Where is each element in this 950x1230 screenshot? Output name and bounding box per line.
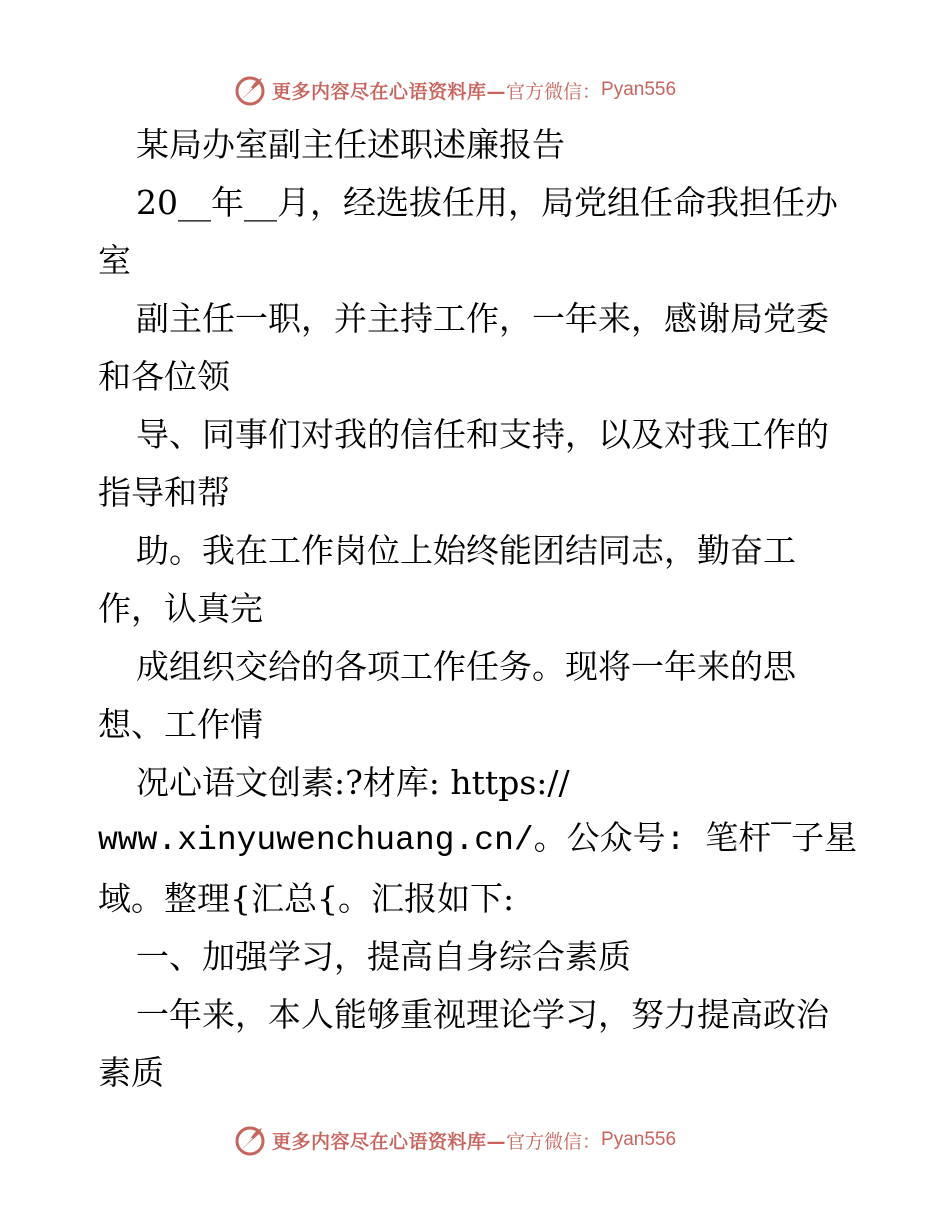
text-line: 某局办室副主任述职述廉报告 [136, 125, 565, 164]
banner-text: 更多内容尽在心语资料库— [272, 1130, 507, 1153]
text-line: 素质 [98, 1053, 164, 1092]
text-line: 20__年__月，经选拔任用，局党组任命我担任办 [136, 183, 838, 222]
text-line: 室 [98, 241, 131, 280]
document-body [98, 116, 858, 1102]
text-line: 成组织交给的各项工作任务。现将一年来的思 [136, 647, 796, 686]
text-line: 指导和帮 [98, 473, 230, 512]
text-line: 一年来，本人能够重视理论学习，努力提高政治 [136, 995, 829, 1034]
section-heading: 一、加强学习，提高自身综合素质 [136, 937, 631, 976]
banner-wechat-label: 官方微信： [506, 80, 602, 103]
pen-nib-circle-logo-icon [232, 1122, 268, 1158]
text-line: 导、同事们对我的信任和支持，以及对我工作的 [136, 415, 829, 454]
banner-wechat-id: Pyan556 [601, 79, 677, 100]
text-line: 和各位领 [98, 357, 230, 396]
banner-text: 更多内容尽在心语资料库— [272, 80, 507, 103]
text-line: 域。整理{汇总{。汇报如下: [98, 879, 515, 918]
text-line: 助。我在工作岗位上始终能团结同志，勤奋工 [136, 531, 796, 570]
footer-watermark-banner [232, 1120, 712, 1160]
text-line: 作，认真完 [98, 589, 263, 628]
text-line: 想、工作情 [98, 705, 263, 744]
text-line: www.xinyuwenchuang.cn/。公众号: 笔杆¯子星 [98, 822, 858, 859]
banner-wechat-id: Pyan556 [601, 1129, 677, 1150]
text-line: 况心语文创素:?材库: https:// [136, 763, 570, 802]
banner-wechat-label: 官方微信： [506, 1130, 602, 1153]
header-watermark-banner [232, 70, 712, 110]
pen-nib-circle-logo-icon [232, 72, 268, 108]
text-line: 副主任一职，并主持工作，一年来，感谢局党委 [136, 299, 829, 338]
